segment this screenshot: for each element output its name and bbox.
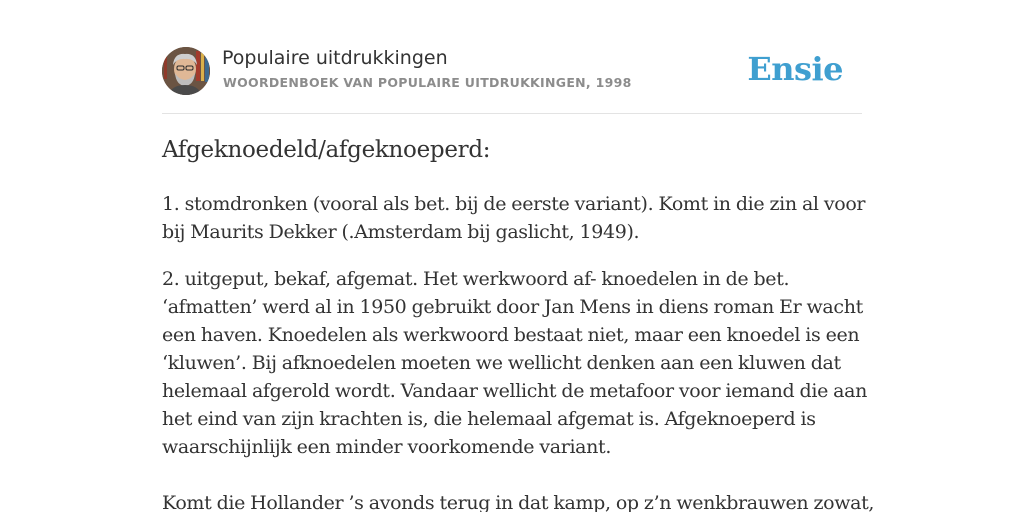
source-subtitle[interactable]: WOORDENBOEK VAN POPULAIRE UITDRUKKINGEN, 1998 — [223, 75, 632, 90]
author-portrait-icon — [162, 47, 210, 95]
author-avatar[interactable] — [162, 47, 210, 95]
definition-paragraph-2: 2. uitgeput, bekaf, afgemat. Het werkwoord af- knoedelen in de bet. ‘afmatten’ werd al in 1950 gebruikt door Jan Mens in diens roman Er wacht een haven. Knoedelen als werkwoord bestaat niet, maar een knoedel is een ‘kluwen’. Bij afknoedelen moeten we wellicht denken aan een kluwen dat helemaal afgerold wordt. Vandaar wellicht de metafoor voor iemand die aan het eind van zijn krachten is, die helemaal afgemat is. Afgeknoeperd is waarschijnlijk een minder voorkomende variant. — [162, 268, 867, 458]
definition-paragraph-1: 1. stomdronken (vooral als bet. bij de eerste variant). Komt in die zin al voor bij Maurits Dekker (.Amsterdam bij gaslicht, 1949). — [162, 193, 866, 243]
page-container — [162, 0, 875, 512]
source-title[interactable]: Populaire uitdrukkingen — [222, 47, 448, 69]
entry-title: Afgeknoedeld/afgeknoeperd: — [162, 137, 491, 163]
quote-paragraph: Komt die Hollander ’s avonds terug in dat kamp, op z’n wenkbrauwen zowat, — [162, 492, 875, 512]
source-header — [162, 0, 862, 114]
ensie-logo[interactable]: Ensie — [747, 50, 843, 88]
